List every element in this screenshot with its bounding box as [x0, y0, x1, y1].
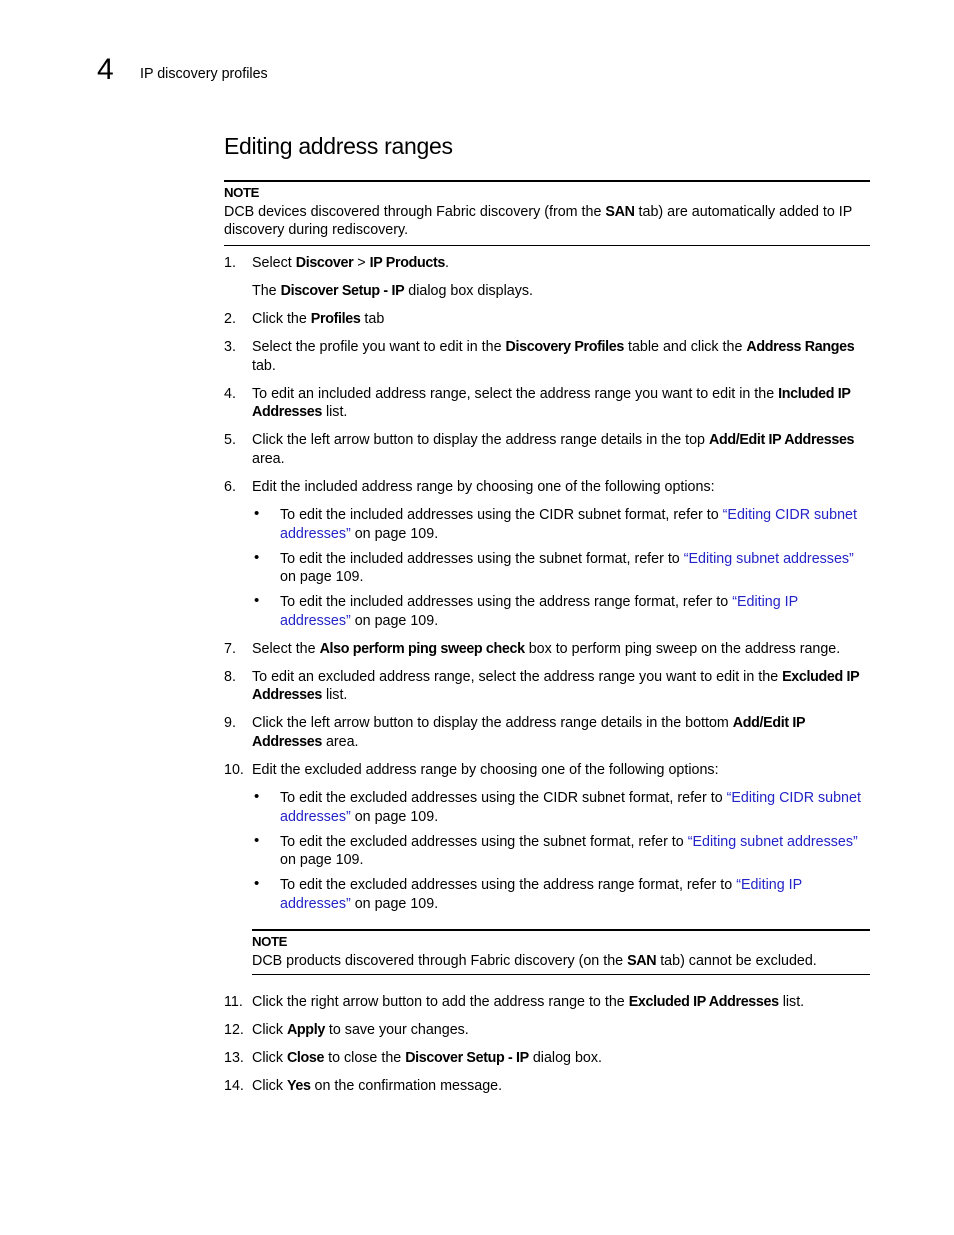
editing-ip-link[interactable]: “Editing IP addresses” [280, 594, 798, 629]
editing-ip-link[interactable]: “Editing IP addresses” [280, 877, 802, 912]
bullet-icon: • [254, 505, 260, 522]
bullet-icon: • [254, 592, 260, 609]
step-item: 14. Click Yes on the confirmation message. [224, 1078, 503, 1094]
section-title: Editing address ranges [224, 133, 453, 159]
note-text: DCB products discovered through Fabric discovery (on the SAN tab) cannot be excluded. [252, 952, 817, 969]
list-item: • To edit the excluded addresses using the subnet format, refer to “Editing subnet addresses” on page 109. [254, 831, 858, 868]
options-list [252, 789, 870, 913]
step-item: 6. Edit the included address range by choosing one of the following options: • To edit the included addresses using the CIDR subnet format, refer to “Editing CIDR subnet addresses” on page 109. • To edit the included addresses using the subnet format, refer to “Editing subnet addresses” on page 109. • To edit the included addresses using the address range format, refer to “Editing IP addresses” on page 109. [224, 478, 870, 631]
bullet-icon: • [254, 788, 260, 805]
editing-subnet-link[interactable]: “Editing subnet addresses” [687, 833, 858, 850]
bullet-icon: • [254, 831, 260, 849]
step-item: 2. Click the Profiles tab [224, 311, 385, 327]
bullet-icon: • [254, 875, 260, 892]
step-item: 9. Click the left arrow button to display the address range details in the bottom Add/Edit IP Addresses area. [224, 715, 805, 750]
bullet-icon: • [254, 548, 260, 566]
step-item: 8. To edit an excluded address range, select the address range you want to edit in the Excluded IP Addresses list. [224, 668, 860, 703]
step-result: The Discover Setup - IP dialog box displays. [252, 283, 534, 299]
list-item: • To edit the excluded addresses using the CIDR subnet format, refer to “Editing CIDR subnet addresses” on page 109. [254, 788, 861, 825]
note-label: NOTE [224, 185, 260, 200]
step-item: 1. Select Discover > IP Products. The Discover Setup - IP dialog box displays. [224, 254, 870, 301]
step-item: 12. Click Apply to save your changes. [224, 1022, 469, 1038]
editing-cidr-subnet-link[interactable]: “Editing CIDR subnet addresses” [280, 790, 861, 825]
step-item: 5. Click the left arrow button to display the address range details in the top Add/Edit IP Addresses area. [224, 432, 855, 467]
note-box [224, 180, 870, 246]
steps-list [224, 254, 870, 1105]
note-text: DCB devices discovered through Fabric discovery (from the SAN tab) are automatically added to IP discovery during rediscovery. [224, 203, 853, 238]
step-item: 11. Click the right arrow button to add the address range to the Excluded IP Addresses list. [224, 994, 805, 1010]
step-item: 13. Click Close to close the Discover Setup - IP dialog box. [224, 1050, 602, 1066]
step-item: 3. Select the profile you want to edit in the Discovery Profiles table and click the Address Ranges tab. [224, 339, 855, 374]
list-item: • To edit the included addresses using the address range format, refer to “Editing IP addresses” on page 109. [254, 592, 798, 629]
options-list [252, 506, 870, 630]
editing-cidr-subnet-link[interactable]: “Editing CIDR subnet addresses” [280, 507, 857, 542]
step-item: 10. Edit the excluded address range by choosing one of the following options: • To edit the excluded addresses using the CIDR subnet format, refer to “Editing CIDR subnet addresses” on page 109. • To edit the excluded addresses using the subnet format, refer to “Editing subnet addresses” on page 109. • To edit the excluded addresses using the address range format, refer to “Editing IP addresses” on page 109. NOTE DCB products discovered through Fabric discovery (on the SAN tab) cannot be excluded. [224, 761, 870, 976]
list-item: • To edit the excluded addresses using the address range format, refer to “Editing IP addresses” on page 109. [254, 875, 802, 912]
step-item: 7. Select the Also perform ping sweep check box to perform ping sweep on the address range. [224, 640, 841, 657]
list-item: • To edit the included addresses using the CIDR subnet format, refer to “Editing CIDR subnet addresses” on page 109. [254, 505, 857, 542]
chapter-number: 4 [97, 53, 114, 86]
step-item: 4. To edit an included address range, select the address range you want to edit in the Included IP Addresses list. [224, 385, 851, 420]
list-item: • To edit the included addresses using the subnet format, refer to “Editing subnet addresses” on page 109. [254, 548, 854, 585]
chapter-title: IP discovery profiles [140, 66, 268, 82]
note-label: NOTE [252, 934, 288, 949]
editing-subnet-link[interactable]: “Editing subnet addresses” [683, 550, 854, 567]
note-box [252, 929, 870, 975]
